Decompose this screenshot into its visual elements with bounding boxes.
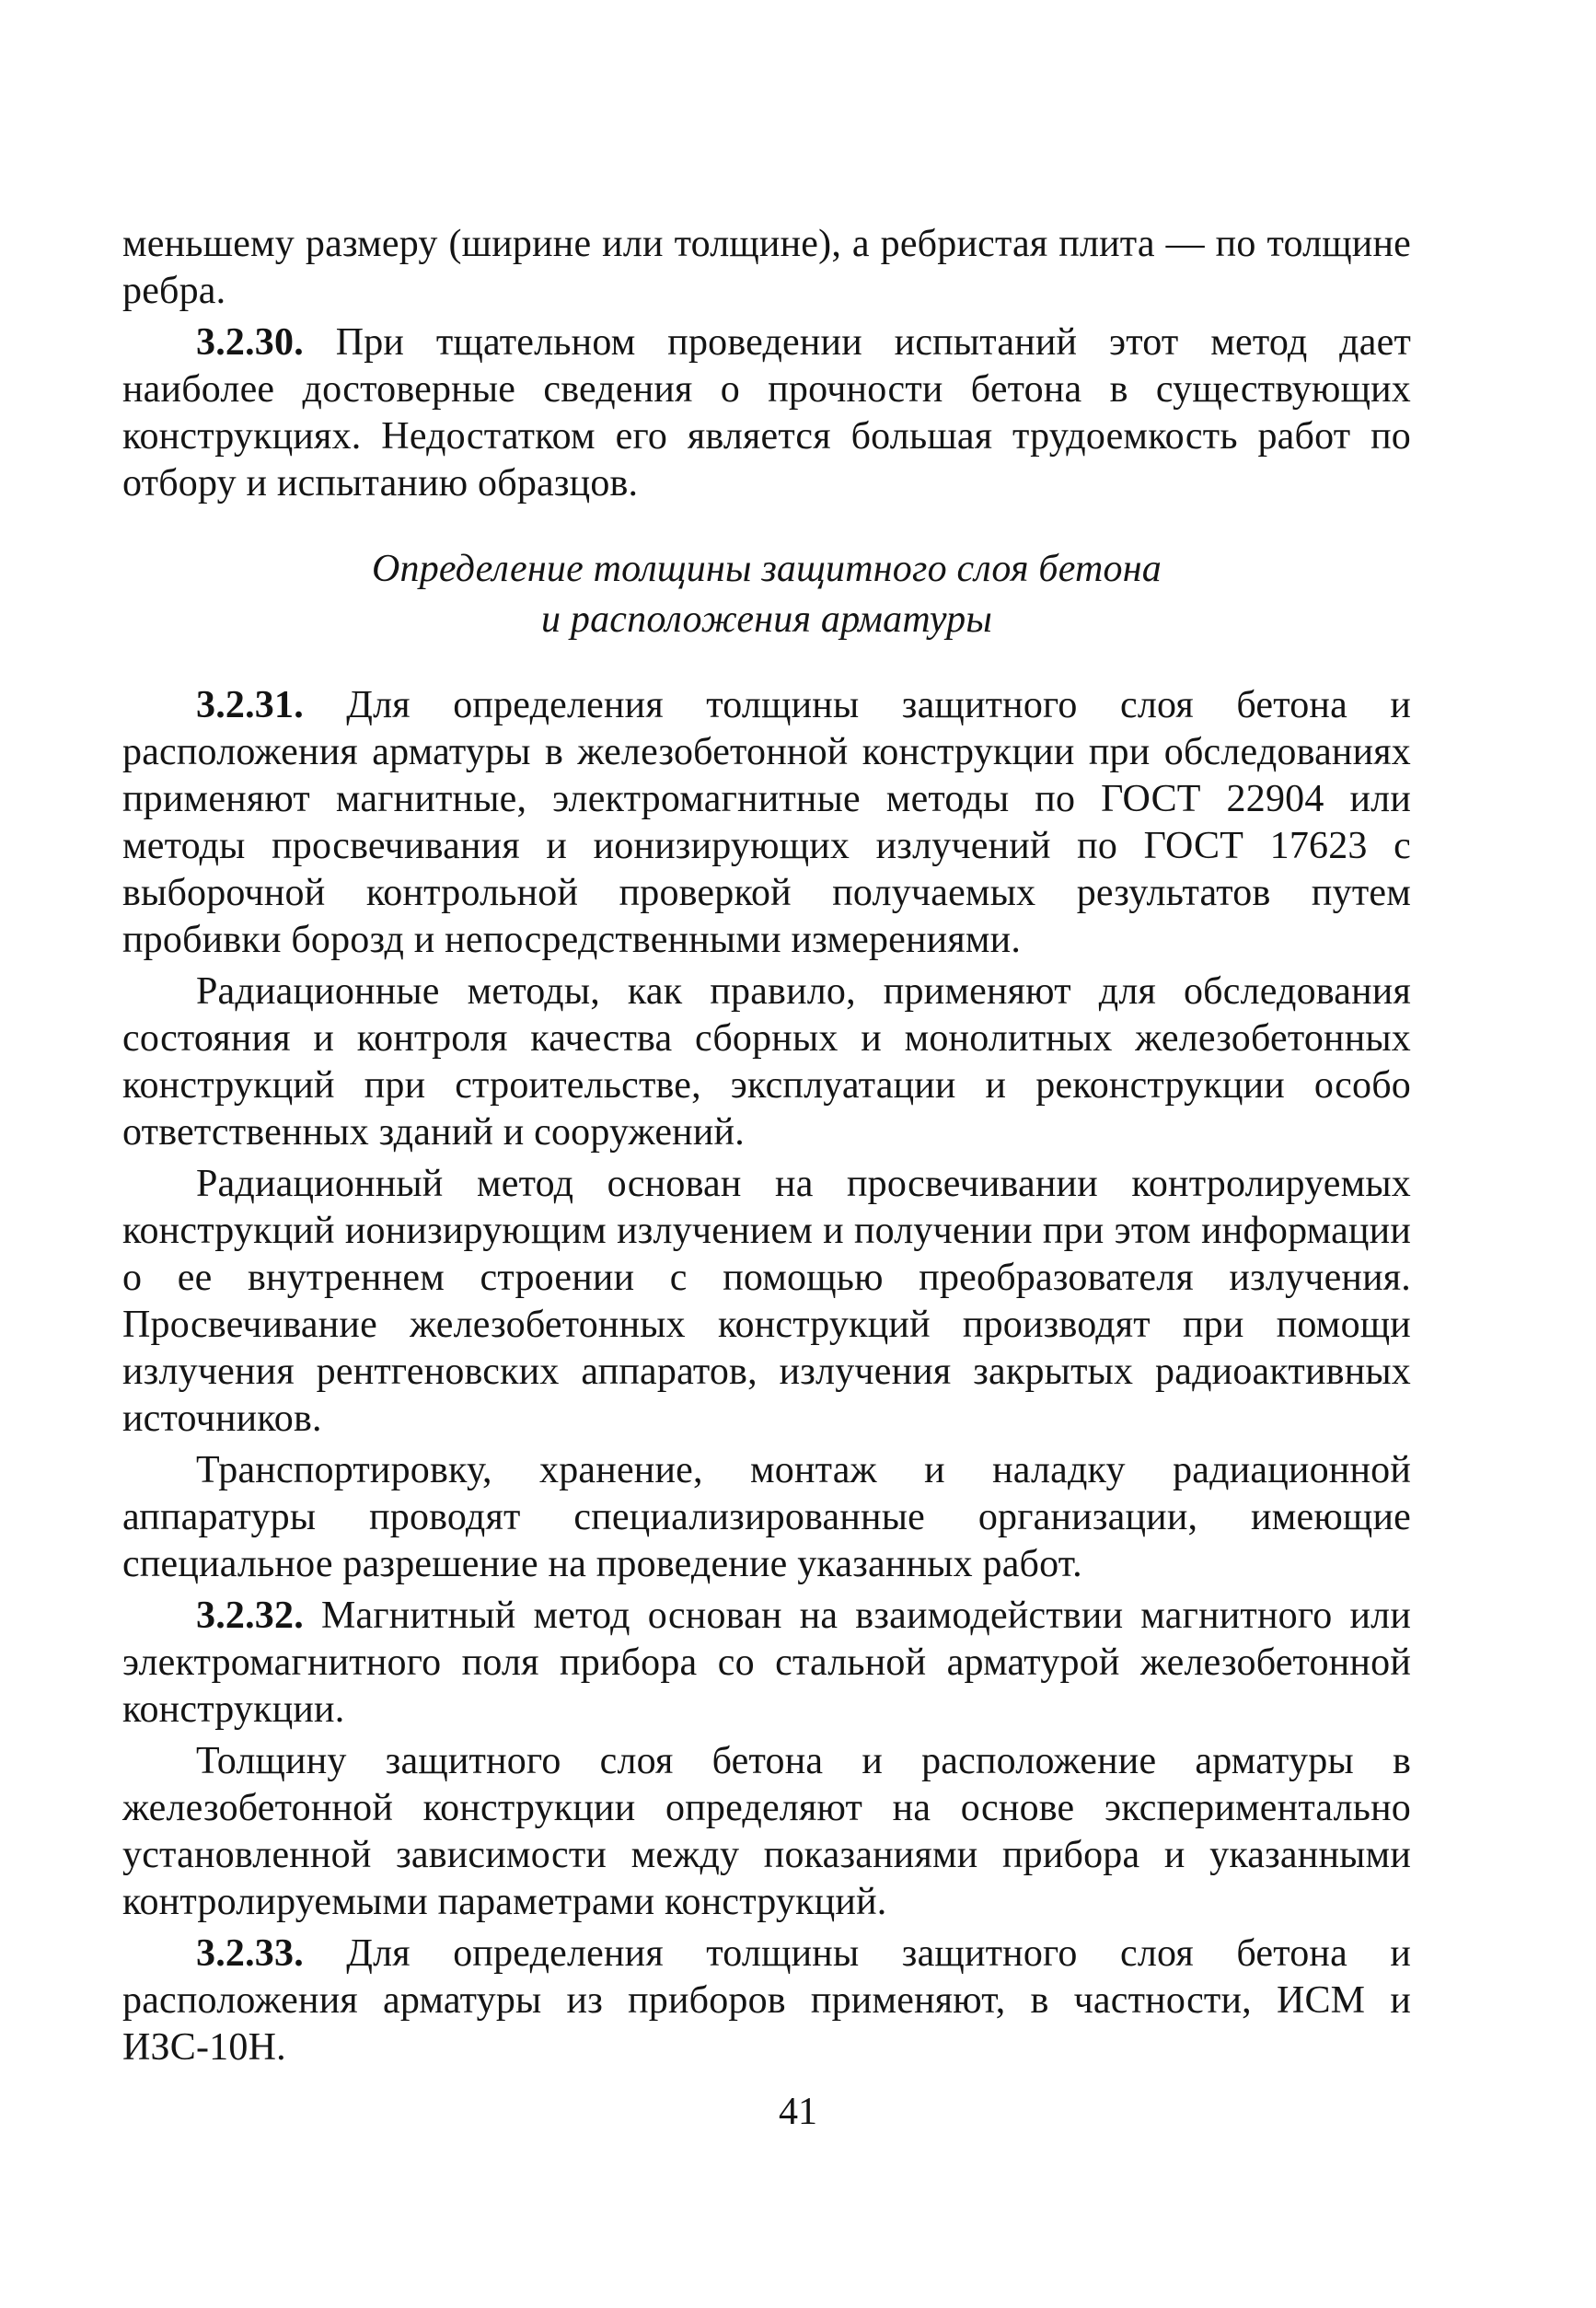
section-heading-line-2: и расположения арматуры — [540, 598, 993, 641]
clause-3-2-30 — [122, 319, 1411, 507]
page-number: 41 — [779, 2091, 817, 2133]
clause-text: Для определения толщины защитного слоя бетона и расположения арматуры из приборов применяют, в частности, ИСМ и ИЗС-10Н. — [122, 1932, 1411, 2069]
clause-number: 3.2.33. — [196, 1932, 304, 1975]
clause-number: 3.2.31. — [196, 684, 304, 726]
clause-number: 3.2.32. — [196, 1595, 304, 1637]
clause-text: Для определения толщины защитного слоя бетона и расположения арматуры в железобетонной конструкции при обследованиях применяют магнитные, электромагнитные методы по ГОСТ 22904 или методы просвечивания и ионизирующих излучений по ГОСТ 17623 с выборочной контрольной проверкой получаемых результатов путем пробивки борозд и непосредственными измерениями. — [122, 684, 1411, 961]
intro-paragraph: меньшему размеру (ширине или толщине), а ребристая плита — по толщине ребра. — [122, 223, 1411, 312]
paragraph-radiation-basis: Радиационный метод основан на просвечивании контролируемых конструкций ионизирующим излучением и получении при этом информации о ее внутреннем строении с помощью преобразователя излучения. Просвечивание железобетонных конструкций производят при помощи излучения рентгеновских аппаратов, излучения закрытых радиоактивных источников. — [122, 1163, 1411, 1440]
section-heading — [122, 544, 1411, 645]
section-heading-line-1: Определение толщины защитного слоя бетона — [371, 548, 1162, 590]
clause-text: При тщательном проведении испытаний этот метод дает наиболее достоверные сведения о прочности бетона в существующих конструкциях. Недостатком его является большая трудоемкость работ по отбору и испытанию образцов. — [122, 321, 1411, 505]
clause-number: 3.2.30. — [196, 321, 304, 364]
clause-3-2-33 — [122, 1931, 1411, 2071]
paragraph-transport: Транспортировку, хранение, монтаж и наладку радиационной аппаратуры проводят специализированные организации, имеющие специальное разрешение на проведение указанных работ. — [122, 1449, 1411, 1585]
clause-3-2-31 — [122, 682, 1411, 964]
clause-text: Магнитный метод основан на взаимодействии магнитного или электромагнитного поля прибора со стальной арматурой железобетонной конструкции. — [122, 1595, 1411, 1731]
document-page — [122, 221, 1411, 2076]
clause-3-2-32 — [122, 1593, 1411, 1734]
paragraph-radiation-methods: Радиационные методы, как правило, применяют для обследования состояния и контроля качества сборных и монолитных железобетонных конструкций при строительстве, эксплуатации и реконструкции особо ответственных зданий и сооружений. — [122, 970, 1411, 1154]
paragraph-thickness: Толщину защитного слоя бетона и расположение арматуры в железобетонной конструкции определяют на основе экспериментально установленной зависимости между показаниями прибора и указанными контролируемыми параметрами конструкций. — [122, 1740, 1411, 1923]
